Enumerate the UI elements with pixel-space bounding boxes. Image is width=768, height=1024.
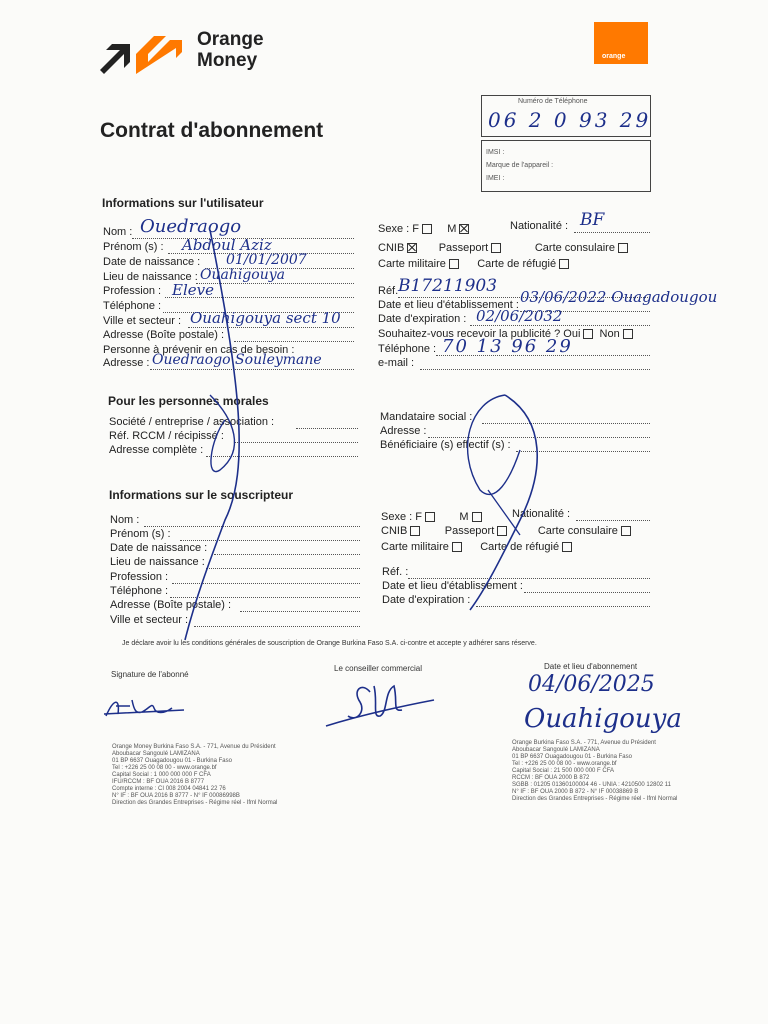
user-consulaire-label: Carte consulaire bbox=[534, 242, 615, 254]
sous-prenom-label: Prénom (s) : bbox=[110, 528, 171, 540]
footer-right-line: Orange Burkina Faso S.A. - 771, Avenue du Président bbox=[512, 740, 656, 746]
user-cnib-label: CNIB bbox=[378, 242, 405, 254]
sous-consulaire-label: Carte consulaire bbox=[537, 525, 618, 537]
user-naissance-value: 01/01/2007 bbox=[226, 252, 307, 268]
morales-section-heading: Pour les personnes morales bbox=[108, 394, 269, 408]
user-tel2-value: 70 13 96 29 bbox=[442, 336, 573, 357]
footer-left-line: Tel : +226 25 00 08 00 - www.orange.bf bbox=[112, 765, 217, 771]
sous-lieu-label: Lieu de naissance : bbox=[110, 556, 205, 568]
phone-box-value: 06 2 0 93 29 bbox=[488, 108, 652, 132]
sous-tel-label: Téléphone : bbox=[110, 585, 169, 597]
user-section-heading: Informations sur l'utilisateur bbox=[102, 196, 264, 210]
morales-societe-label: Société / entreprise / association : bbox=[109, 416, 275, 428]
orange-square-label: orange bbox=[602, 53, 626, 60]
sous-naissance-label: Date de naissance : bbox=[110, 542, 208, 554]
user-ref-label: Réf. bbox=[378, 285, 399, 297]
sign-date-value: 04/06/2025 bbox=[528, 672, 655, 697]
user-prevenir-label: Personne à prévenir en cas de besoin : bbox=[103, 344, 295, 356]
user-naissance-label: Date de naissance : bbox=[103, 256, 201, 268]
user-pub-label: Souhaitez-vous recevoir la publicité ? Oui bbox=[378, 328, 581, 340]
user-sexe-m-label: M bbox=[447, 223, 457, 235]
sous-sexe-m-label: M bbox=[459, 511, 469, 523]
user-profession-value: Eleve bbox=[172, 281, 214, 299]
morales-beneficiaire-label: Bénéficiaire (s) effectif (s) : bbox=[380, 439, 511, 451]
footer-left-line: N° IF : BF OUA 2016 B 8777 - N° IF 00086998B bbox=[112, 793, 240, 799]
footer-right-line: Direction des Grandes Entreprises - Régime réel - Ifml Normal bbox=[512, 796, 678, 802]
morales-rccm-label: Réf. RCCM / récipissé : bbox=[109, 430, 224, 442]
sign-conseiller-label: Le conseiller commercial bbox=[334, 664, 423, 673]
footer-left bbox=[112, 744, 277, 807]
user-lieu-label: Lieu de naissance : bbox=[103, 271, 198, 283]
sign-lieu-value: Ouahigouya bbox=[524, 704, 682, 734]
footer-left-line: Aboubacar Sangoulé LAMIZANA bbox=[112, 751, 200, 757]
sous-sexe-label: Sexe : F bbox=[381, 511, 422, 523]
sous-refugie-label: Carte de réfugié bbox=[480, 541, 560, 553]
user-nom-value: Ouedraogo bbox=[140, 216, 242, 237]
user-refugie-label: Carte de réfugié bbox=[477, 258, 557, 270]
user-ref-value: B17211903 bbox=[398, 276, 498, 296]
footer-left-line: IFU/RCCM : BF OUA 2016 B 8777 bbox=[112, 779, 205, 785]
user-sexe-label: Sexe : F bbox=[378, 223, 419, 235]
user-passeport-label: Passeport bbox=[438, 242, 489, 254]
footer-right-line: Aboubacar Sangoulé LAMIZANA bbox=[512, 747, 600, 753]
sous-ref-label: Réf. : bbox=[382, 566, 409, 578]
sous-ville-label: Ville et secteur : bbox=[110, 614, 189, 626]
user-nat-value: BF bbox=[580, 210, 605, 230]
user-profession-label: Profession : bbox=[103, 285, 162, 297]
footer-right bbox=[512, 740, 677, 803]
user-nat-label: Nationalité : bbox=[510, 220, 569, 232]
user-email-label: e-mail : bbox=[378, 357, 415, 369]
user-militaire-label: Carte militaire bbox=[378, 258, 446, 270]
sous-militaire-label: Carte militaire bbox=[381, 541, 449, 553]
user-exp-value: 02/06/2032 bbox=[476, 307, 563, 325]
user-ville-value: Ouahigouya sect 10 bbox=[190, 309, 341, 327]
user-exp-label: Date d'expiration : bbox=[378, 313, 467, 325]
footer-right-line: SGBB : 01205 01360100004 46 - UNIA : 4210500 12802 11 bbox=[512, 782, 672, 788]
sous-etab-label: Date et lieu d'établissement : bbox=[382, 580, 523, 592]
abonne-signature-icon bbox=[100, 692, 190, 722]
user-pub-non-label: Non bbox=[599, 328, 620, 340]
footer-right-line: Tel : +226 25 00 08 00 - www.orange.bf bbox=[512, 761, 617, 767]
morales-adresse-label: Adresse complète : bbox=[109, 444, 204, 456]
conseiller-signature-icon bbox=[322, 672, 442, 732]
sous-passeport-label: Passeport bbox=[444, 525, 495, 537]
souscripteur-section-heading: Informations sur le souscripteur bbox=[109, 488, 294, 502]
phone-box-label: Numéro de Téléphone bbox=[518, 98, 588, 105]
footer-left-line: Compte interne : CI 008 2004 04841 22 76 bbox=[112, 786, 226, 792]
declaration-text: Je déclare avoir lu les conditions générales de souscription de Orange Burkina Faso S.A. ci-contre et accepte y adhérer sans réserve. bbox=[122, 640, 537, 647]
user-etab-value: 03/06/2022 Ouagadougou bbox=[520, 288, 718, 306]
sous-exp-label: Date d'expiration : bbox=[382, 594, 471, 606]
user-ville-label: Ville et secteur : bbox=[103, 315, 182, 327]
footer-right-line: 01 BP 6637 Ouagadougou 01 - Burkina Faso bbox=[512, 754, 632, 760]
page-title: Contrat d'abonnement bbox=[100, 119, 324, 142]
sous-cnib-label: CNIB bbox=[381, 525, 408, 537]
sous-nom-label: Nom : bbox=[110, 514, 140, 526]
morales-adresse2-label: Adresse : bbox=[380, 425, 427, 437]
imsi-label: IMSI : bbox=[486, 149, 505, 156]
user-bp-label: Adresse (Boîte postale) : bbox=[103, 329, 225, 341]
brand-line2: Money bbox=[197, 50, 258, 71]
user-etab-label: Date et lieu d'établissement : bbox=[378, 299, 519, 311]
footer-left-line: Capital Social : 1 000 000 000 F CFA bbox=[112, 772, 211, 778]
sign-date-lieu-label: Date et lieu d'abonnement bbox=[544, 662, 638, 671]
sous-bp-label: Adresse (Boîte postale) : bbox=[110, 599, 232, 611]
morales-mandataire-label: Mandataire social : bbox=[380, 411, 473, 423]
footer-right-line: RCCM : BF OUA 2000 B 872 bbox=[512, 775, 590, 781]
user-tel-label: Téléphone : bbox=[103, 300, 162, 312]
user-adresse-label: Adresse : bbox=[103, 357, 150, 369]
sign-abonne-label: Signature de l'abonné bbox=[111, 670, 189, 679]
user-tel2-label: Téléphone : bbox=[378, 343, 437, 355]
user-prenom-label: Prénom (s) : bbox=[103, 241, 164, 253]
user-lieu-value: Ouahigouya bbox=[200, 267, 285, 283]
footer-left-line: 01 BP 6637 Ouagadougou 01 - Burkina Faso bbox=[112, 758, 232, 764]
footer-right-line: Capital Social : 21 500 000 000 F CFA bbox=[512, 768, 615, 774]
footer-left-line: Direction des Grandes Entreprises - Régime réel - Ifml Normal bbox=[112, 800, 278, 806]
footer-right-line: N° IF : BF OUA 2000 B 872 - N° IF 00038869 B bbox=[512, 789, 639, 795]
footer-left-line: Orange Money Burkina Faso S.A. - 771, Avenue du Président bbox=[112, 744, 276, 750]
marque-label: Marque de l'appareil : bbox=[486, 162, 554, 169]
brand-line1: Orange bbox=[197, 29, 264, 50]
user-prenom-value: Abdoul Aziz bbox=[182, 236, 272, 254]
sous-profession-label: Profession : bbox=[110, 571, 169, 583]
user-nom-label: Nom : bbox=[103, 226, 133, 238]
sous-nat-label: Nationalité : bbox=[512, 508, 571, 520]
user-adresse-value: Ouedraogo Souleymane bbox=[152, 352, 322, 368]
imei-label: IMEI : bbox=[486, 175, 505, 182]
